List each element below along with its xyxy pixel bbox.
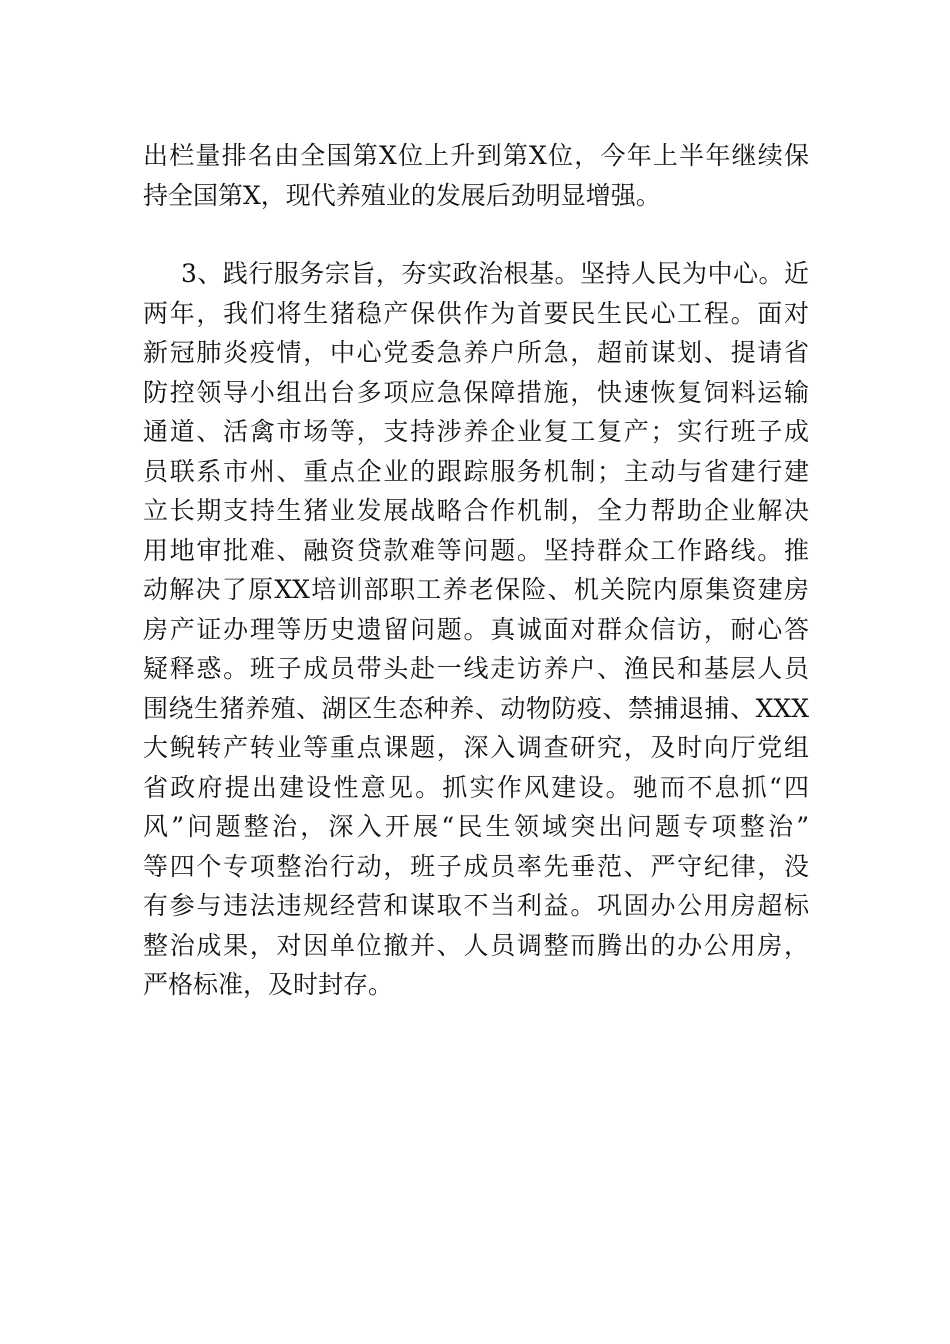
text-line: 3、践行服务宗旨，夯实政治根基。坚持人民为中心。近 <box>181 259 809 288</box>
text-line: 出栏量排名由全国第X位上升到第X位，今年上半年继续保 <box>143 141 809 170</box>
text-line: 等四个专项整治行动，班子成员率先垂范、严守纪律，没 <box>143 851 809 881</box>
paragraph-2 <box>143 254 809 1005</box>
text-line: 动解决了原XX培训部职工养老保险、机关院内原集资建房 <box>143 575 809 604</box>
text-line: 立长期支持生猪业发展战略合作机制，全力帮助企业解决 <box>143 496 809 525</box>
text-line: 新冠肺炎疫情，中心党委急养户所急，超前谋划、提请省 <box>143 338 809 367</box>
text-line: 省政府提出建设性意见。抓实作风建设。驰而不息抓“四 <box>143 772 809 802</box>
paragraph-1 <box>143 136 809 215</box>
text-line: 两年，我们将生猪稳产保供作为首要民生民心工程。面对 <box>143 298 809 328</box>
text-line: 大鲵转产转业等重点课题，深入调查研究，及时向厅党组 <box>143 733 809 762</box>
text-line: 通道、活禽市场等，支持涉养企业复工复产；实行班子成 <box>143 417 809 446</box>
text-line: 围绕生猪养殖、湖区生态种养、动物防疫、禁捕退捕、XXX <box>143 693 809 723</box>
text-line: 防控领导小组出台多项应急保障措施，快速恢复饲料运输 <box>143 377 809 407</box>
text-line: 严格标准，及时封存。 <box>143 970 394 999</box>
text-line: 房产证办理等历史遗留问题。真诚面对群众信访，耐心答 <box>143 614 809 644</box>
text-line: 用地审批难、融资贷款难等问题。坚持群众工作路线。推 <box>143 535 809 565</box>
text-line: 有参与违法违规经营和谋取不当利益。巩固办公用房超标 <box>143 891 809 920</box>
text-line: 整治成果，对因单位撤并、人员调整而腾出的办公用房， <box>143 930 809 960</box>
text-line: 持全国第X，现代养殖业的发展后劲明显增强。 <box>143 180 661 210</box>
text-line: 员联系市州、重点企业的跟踪服务机制；主动与省建行建 <box>143 456 809 486</box>
text-line: 疑释惑。班子成员带头赴一线走访养户、渔民和基层人员 <box>143 654 809 683</box>
text-line: 风”问题整治，深入开展“民生领域突出问题专项整治” <box>143 812 809 841</box>
